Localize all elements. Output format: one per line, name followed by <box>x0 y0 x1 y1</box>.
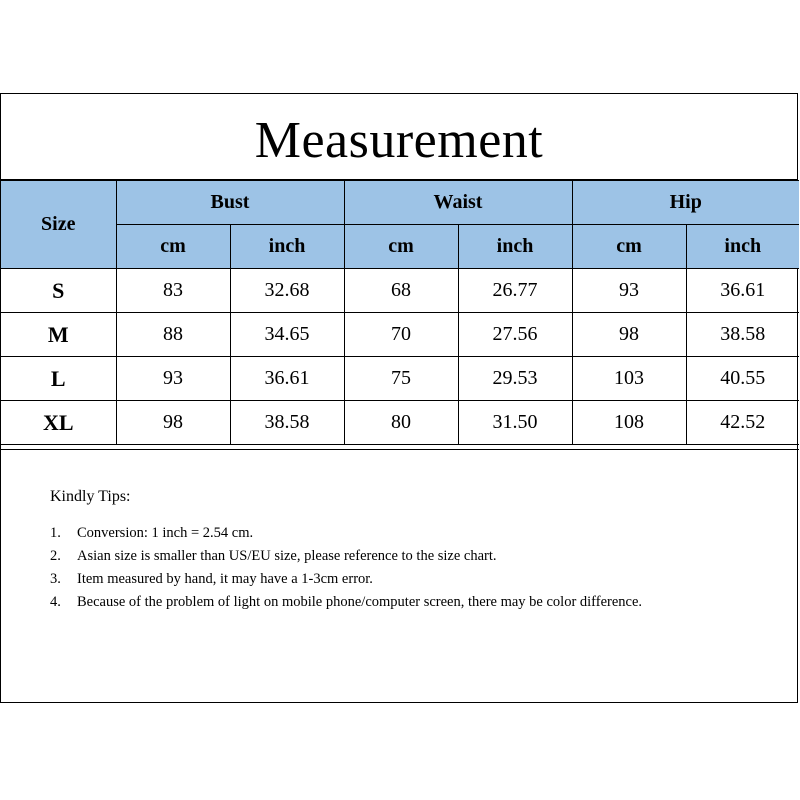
size-cell: XL <box>1 401 116 445</box>
table-cell: 98 <box>572 313 686 357</box>
table-cell: 36.61 <box>686 269 799 313</box>
unit-header: cm <box>116 225 230 269</box>
tips-list <box>50 522 770 614</box>
waist-header: Waist <box>344 181 572 225</box>
table-cell: 38.58 <box>686 313 799 357</box>
table-cell: 29.53 <box>458 357 572 401</box>
tip-item <box>50 522 770 545</box>
size-table <box>1 180 799 450</box>
tips-title: Kindly Tips: <box>50 488 131 505</box>
table-cell: 32.68 <box>230 269 344 313</box>
tip-text: Item measured by hand, it may have a 1-3cm error. <box>77 571 373 587</box>
table-cell: 83 <box>116 269 230 313</box>
table-row <box>1 313 799 357</box>
unit-header: inch <box>230 225 344 269</box>
table-cell: 80 <box>344 401 458 445</box>
table-cell: 103 <box>572 357 686 401</box>
page-title: Measurement <box>1 94 797 180</box>
unit-header: inch <box>458 225 572 269</box>
size-cell: L <box>1 357 116 401</box>
hip-header: Hip <box>572 181 799 225</box>
unit-header: cm <box>344 225 458 269</box>
kindly-tips <box>50 485 770 614</box>
table-cell: 26.77 <box>458 269 572 313</box>
table-cell: 70 <box>344 313 458 357</box>
table-row <box>1 357 799 401</box>
tip-text: Because of the problem of light on mobile phone/computer screen, there may be color difference. <box>77 594 643 610</box>
table-cell: 31.50 <box>458 401 572 445</box>
tip-item <box>50 568 770 591</box>
unit-header: inch <box>686 225 799 269</box>
table-spacer-row <box>1 445 799 450</box>
table-cell: 40.55 <box>686 357 799 401</box>
tip-text: Asian size is smaller than US/EU size, please reference to the size chart. <box>77 548 497 564</box>
header-row-groups <box>1 181 799 225</box>
table-cell: 108 <box>572 401 686 445</box>
tip-number: 1. <box>50 525 61 541</box>
table-cell: 75 <box>344 357 458 401</box>
tip-number: 4. <box>50 594 61 610</box>
table-cell: 93 <box>572 269 686 313</box>
bust-header: Bust <box>116 181 344 225</box>
tip-number: 3. <box>50 571 61 587</box>
unit-header: cm <box>572 225 686 269</box>
size-cell: S <box>1 269 116 313</box>
tip-item <box>50 545 770 568</box>
table-cell: 34.65 <box>230 313 344 357</box>
size-header: Size <box>1 181 116 269</box>
tip-item <box>50 591 770 614</box>
header-row-units <box>1 225 799 269</box>
size-cell: M <box>1 313 116 357</box>
tip-text: Conversion: 1 inch = 2.54 cm. <box>77 525 254 541</box>
table-cell: 98 <box>116 401 230 445</box>
table-cell: 42.52 <box>686 401 799 445</box>
table-row <box>1 401 799 445</box>
tip-number: 2. <box>50 548 61 564</box>
table-cell: 88 <box>116 313 230 357</box>
table-spacer <box>1 445 799 450</box>
table-row <box>1 269 799 313</box>
table-cell: 27.56 <box>458 313 572 357</box>
table-cell: 36.61 <box>230 357 344 401</box>
table-cell: 93 <box>116 357 230 401</box>
table-cell: 38.58 <box>230 401 344 445</box>
table-cell: 68 <box>344 269 458 313</box>
